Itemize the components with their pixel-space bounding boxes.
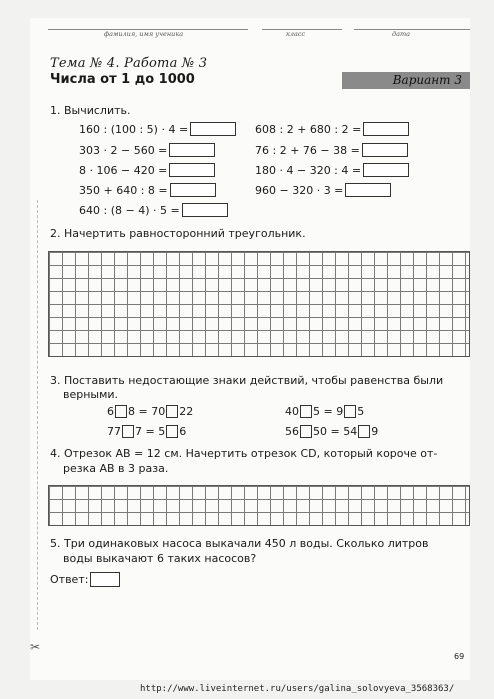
equation-row	[107, 425, 186, 438]
task5-line1: 5. Три одинаковых насоса выкачали 450 л воды. Сколько литров	[50, 537, 429, 550]
task3-title-line2: верными.	[63, 388, 119, 401]
answer-box[interactable]	[363, 163, 409, 177]
topic-title: Тема № 4. Работа № 3	[50, 56, 208, 71]
sign-box[interactable]	[300, 405, 312, 418]
answer-box[interactable]	[362, 143, 408, 157]
cut-line	[37, 200, 39, 630]
eq-num: 6	[179, 425, 187, 438]
expr-text: 8 · 106 − 420 =	[79, 163, 168, 177]
answer-row	[50, 572, 120, 587]
task1-expr	[79, 163, 215, 177]
eq-num: 6	[107, 405, 114, 418]
expr-text: 960 − 320 · 3 =	[255, 183, 344, 197]
sign-box[interactable]	[344, 405, 356, 418]
eq-num: 9	[371, 425, 379, 438]
answer-box[interactable]	[169, 143, 215, 157]
eq-num: 56	[285, 425, 299, 438]
task1-title: 1. Вычислить.	[50, 104, 131, 117]
task1-expr	[79, 203, 228, 217]
drawing-grid-triangle[interactable]	[48, 251, 470, 357]
eq-num: 77	[107, 425, 121, 438]
task1-expr	[79, 183, 216, 197]
equation-row	[285, 405, 364, 418]
answer-box[interactable]	[363, 122, 409, 136]
scissors-icon: ✂	[30, 640, 41, 654]
task1-expr	[79, 143, 215, 157]
answer-box[interactable]	[169, 163, 215, 177]
date-label: дата	[392, 30, 411, 38]
drawing-grid-segment[interactable]	[48, 485, 470, 526]
task1-expr	[79, 122, 236, 136]
page-number: 69	[454, 652, 465, 661]
task5-line2: воды выкачают 6 таких насосов?	[63, 552, 257, 565]
sign-box[interactable]	[166, 425, 178, 438]
task1-expr	[255, 122, 409, 136]
task4-line1: 4. Отрезок АВ = 12 см. Начертить отрезок CD, который короче от-	[50, 447, 438, 460]
eq-num: 5	[357, 405, 365, 418]
sign-box[interactable]	[166, 405, 178, 418]
sign-box[interactable]	[300, 425, 312, 438]
variant-badge: Вариант 3	[342, 72, 470, 89]
sign-box[interactable]	[122, 425, 134, 438]
expr-text: 160 : (100 : 5) · 4 =	[79, 122, 189, 136]
date-line	[354, 29, 470, 30]
expr-text: 608 : 2 + 680 : 2 =	[255, 122, 362, 136]
answer-box[interactable]	[182, 203, 228, 217]
expr-text: 180 · 4 − 320 : 4 =	[255, 163, 362, 177]
answer-box[interactable]	[190, 122, 236, 136]
task3-title-line1: 3. Поставить недостающие знаки действий, чтобы равенства были	[50, 374, 444, 387]
eq-num: 40	[285, 405, 299, 418]
answer-box[interactable]	[170, 183, 216, 197]
expr-text: 303 · 2 − 560 =	[79, 143, 168, 157]
sign-box[interactable]	[115, 405, 127, 418]
eq-num: 8 = 70	[128, 405, 166, 418]
eq-num: 5 = 9	[313, 405, 344, 418]
expr-text: 640 : (8 − 4) · 5 =	[79, 203, 180, 217]
expr-text: 76 : 2 + 76 − 38 =	[255, 143, 360, 157]
eq-num: 50 = 54	[313, 425, 358, 438]
task2-title: 2. Начертить равносторонний треугольник.	[50, 227, 306, 240]
answer-box[interactable]	[90, 572, 120, 587]
answer-box[interactable]	[345, 183, 391, 197]
task1-expr	[255, 143, 408, 157]
expr-text: 350 + 640 : 8 =	[79, 183, 168, 197]
equation-row	[107, 405, 193, 418]
task1-expr	[255, 163, 409, 177]
sign-box[interactable]	[358, 425, 370, 438]
class-label: класс	[286, 30, 306, 38]
equation-row	[285, 425, 378, 438]
source-url[interactable]: http://www.liveinternet.ru/users/galina_solovyeva_3568363/	[140, 684, 455, 694]
eq-num: 22	[179, 405, 194, 418]
answer-label: Ответ:	[50, 573, 89, 586]
task4-line2: резка АВ в 3 раза.	[63, 462, 169, 475]
task1-expr	[255, 183, 391, 197]
eq-num: 7 = 5	[135, 425, 166, 438]
subject-title: Числа от 1 до 1000	[50, 72, 195, 87]
student-name-label: фамилия, имя ученика	[104, 30, 184, 38]
